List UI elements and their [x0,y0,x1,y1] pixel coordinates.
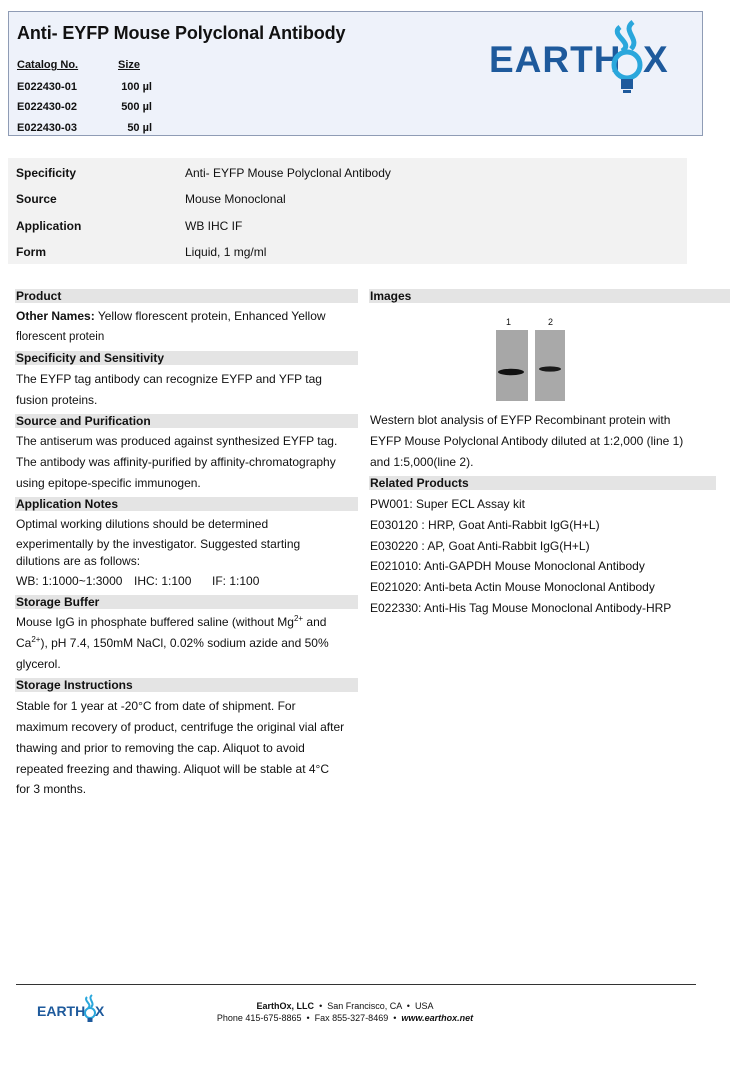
blot-band-2 [539,366,561,371]
buffer-sup: 2+ [31,635,41,644]
storage-line: repeated freezing and thawing. Aliquot will be stable at 4°C [16,762,329,776]
footer-phone: Phone 415-675-8865 [216,1013,302,1023]
app-notes-heading: Application Notes [15,497,358,511]
buffer-line [16,633,329,654]
spec-value: WB IHC IF [185,219,243,233]
spec-line: fusion proteins. [16,393,98,407]
blot-lane-1 [496,330,528,401]
footer-logo-text: EARTH [37,1003,86,1019]
footer-sep: • [319,1001,323,1011]
related-product-link[interactable]: E030220 : AP, Goat Anti-Rabbit IgG(H+L) [370,539,590,553]
app-if: IF: 1:100 [212,574,260,588]
caption-line: EYFP Mouse Polyclonal Antibody diluted at 1:2,000 (line 1) [370,434,684,448]
buffer-text: Ca [16,636,32,650]
app-line: experimentally by the investigator. Suggested starting [16,537,301,551]
catalog-cell: E022430-02 [17,101,77,113]
app-line: dilutions are as follows: [16,554,141,568]
logo-earth-text: EARTH [489,39,622,80]
size-header: Size [118,59,141,71]
other-names-label: Other Names: [16,309,95,323]
app-line: Optimal working dilutions should be determined [16,517,269,531]
catalog-cell: E022430-01 [17,81,77,93]
size-cell: 100 µl [121,81,152,93]
storage-line: maximum recovery of product, centrifuge the original vial after [16,720,345,734]
caption-line: Western blot analysis of EYFP Recombinant protein with [370,413,671,427]
footer-sep: • [393,1013,397,1023]
app-ihc: IHC: 1:100 [134,574,192,588]
footer-sep: • [306,1013,310,1023]
buffer-line: glycerol. [16,657,61,671]
spec-value: Liquid, 1 mg/ml [185,245,267,259]
buffer-text: Mouse IgG in phosphate buffered saline (without Mg [16,615,294,629]
lane-label: 2 [548,317,554,327]
header-box [8,11,703,136]
blot-band-1 [498,369,524,375]
spec-label: Specificity [16,166,77,180]
related-product-link[interactable]: E021020: Anti-beta Actin Mouse Monoclonal Antibody [370,580,655,594]
size-cell: 50 µl [127,122,152,134]
app-wb: WB: 1:1000~1:3000 [16,574,123,588]
spec-sensitivity-heading: Specificity and Sensitivity [15,351,358,365]
storage-buffer-heading: Storage Buffer [15,595,358,609]
storage-line: Stable for 1 year at -20°C from date of shipment. For [16,699,296,713]
related-product-link[interactable]: PW001: Super ECL Assay kit [370,497,525,511]
footer-city: San Francisco, CA [327,1001,402,1011]
spec-label: Form [16,245,46,259]
spec-label: Source [16,192,57,206]
western-blot-image [490,314,570,404]
size-cell: 500 µl [121,101,152,113]
lane-label: 1 [506,317,512,327]
flask-icon [614,22,640,93]
product-heading: Product [15,289,358,303]
buffer-text: ), pH 7.4, 150mM NaCl, 0.02% sodium azide and 50% [40,636,329,650]
source-heading: Source and Purification [15,414,358,428]
related-product-link[interactable]: E022330: Anti-His Tag Mouse Monoclonal Antibody-HRP [370,601,672,615]
footer-website-link[interactable]: www.earthox.net [401,1013,474,1023]
related-product-link[interactable]: E030120 : HRP, Goat Anti-Rabbit IgG(H+L) [370,518,600,532]
storage-instructions-heading: Storage Instructions [15,678,358,692]
footer-divider [16,984,696,985]
footer-sep: • [406,1001,410,1011]
related-product-link[interactable]: E021010: Anti-GAPDH Mouse Monoclonal Antibody [370,559,645,573]
footer-logo-x: X [95,1003,105,1019]
storage-line: thawing and prior to removing the cap. Aliquot to avoid [16,741,305,755]
spec-value: Mouse Monoclonal [185,192,286,206]
spec-table [8,158,687,264]
catalog-cell: E022430-03 [17,122,77,134]
spec-line: The EYFP tag antibody can recognize EYFP and YFP tag [16,372,322,386]
footer-logo [37,994,107,1024]
caption-line: and 1:5,000(line 2). [370,455,474,469]
footer-company: EarthOx, LLC [256,1001,315,1011]
other-names-value: Yellow florescent protein, Enhanced Yellow [94,309,326,323]
footer-line-2 [160,1012,530,1024]
buffer-line [16,612,326,633]
logo-x-text: X [643,39,668,80]
source-line: The antibody was affinity-purified by affinity-chromatography [16,455,336,469]
other-names [16,306,326,327]
footer-line-1 [160,1000,530,1012]
earthox-logo [489,17,689,97]
images-heading: Images [369,289,730,303]
buffer-text: and [303,615,327,629]
footer-country: USA [414,1001,434,1011]
other-names-line2: florescent protein [16,331,105,343]
buffer-sup: 2+ [293,614,304,623]
catalog-header: Catalog No. [17,59,79,71]
flask-icon [85,995,95,1022]
product-title: Anti- EYFP Mouse Polyclonal Antibody [17,23,346,43]
spec-value: Anti- EYFP Mouse Polyclonal Antibody [185,166,391,180]
footer-fax: Fax 855-327-8469 [314,1013,389,1023]
blot-lane-2 [535,330,565,401]
footer-contact [160,1000,530,1024]
spec-label: Application [16,219,82,233]
source-line: using epitope-specific immunogen. [16,476,201,490]
source-line: The antiserum was produced against synthesized EYFP tag. [16,434,338,448]
related-products-heading: Related Products [369,476,716,490]
storage-line: for 3 months. [16,782,87,796]
